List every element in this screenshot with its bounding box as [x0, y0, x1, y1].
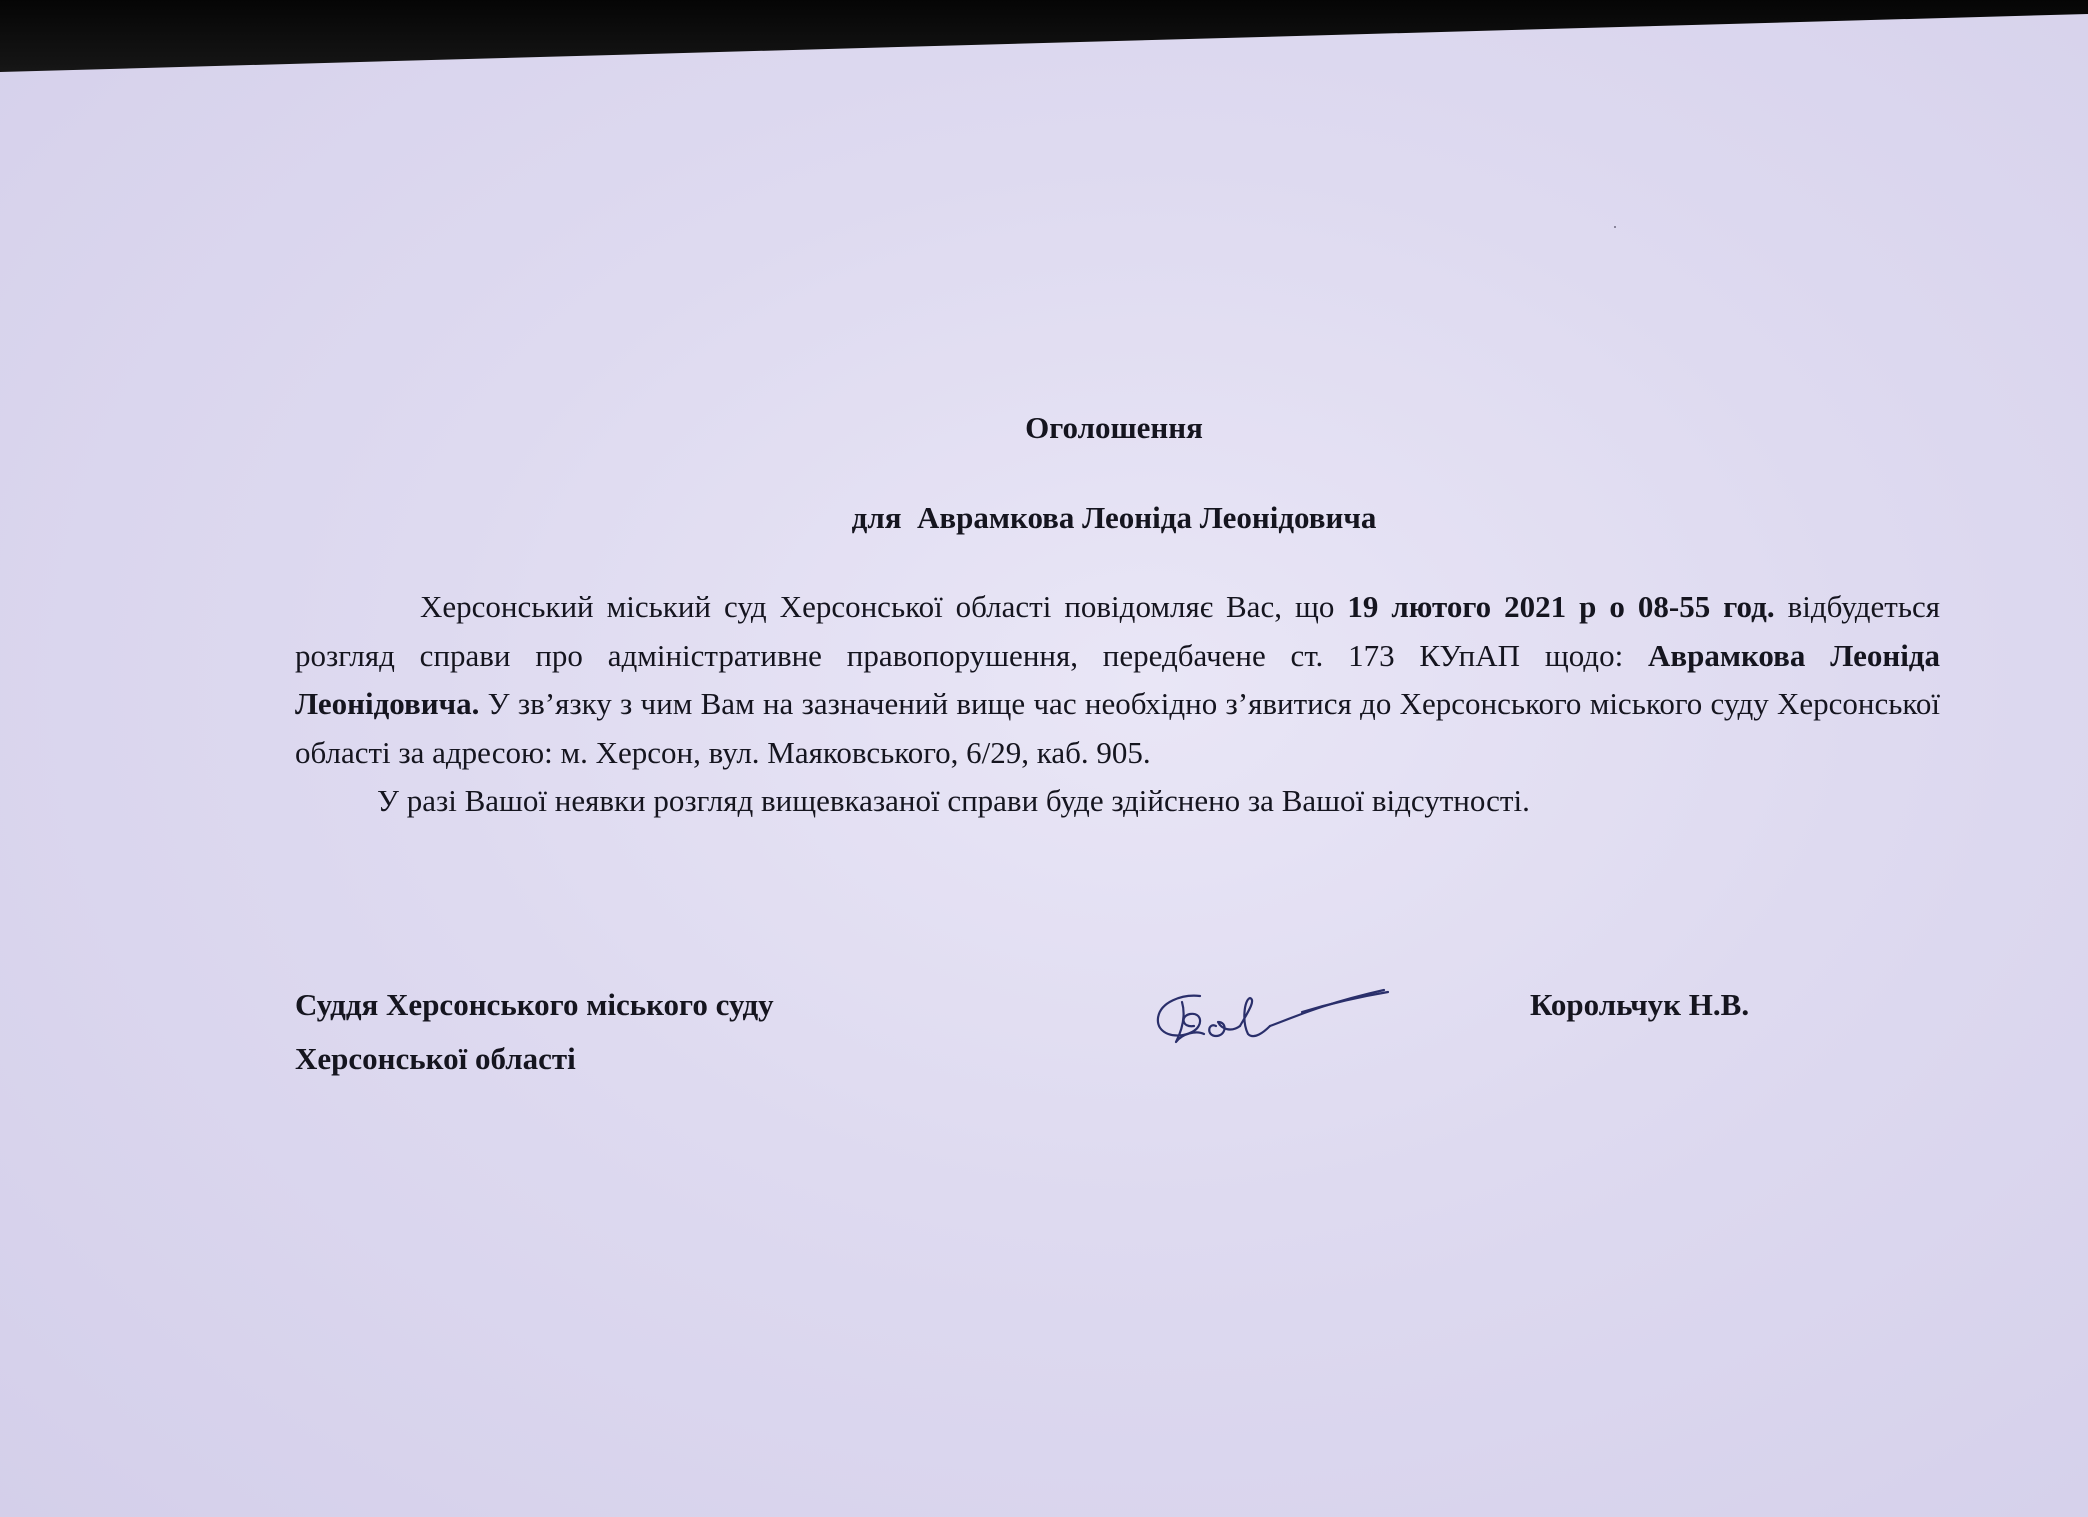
paragraph-hearing-notice	[295, 583, 1940, 777]
judge-position-line2: Херсонської області	[295, 1041, 576, 1076]
document-addressee: для Аврамкова Леоніда Леонідовича	[851, 500, 1377, 535]
paper-speck	[1614, 226, 1616, 228]
paragraph-absence-notice: У разі Вашої неявки розгляд вищевказаної справи буде здійснено за Вашої відсутності.	[377, 783, 1530, 818]
defendant-name: Аврамкова Леоніда Леонідовича.	[295, 637, 1940, 721]
hearing-date-time: 19 лютого 2021 р о 08-55 год.	[1347, 589, 1775, 624]
judge-position	[295, 978, 774, 1086]
document-title: Оголошення	[1025, 410, 1203, 445]
paragraph1-text-part2: відбудеться розгляд справи про адміністративне правопорушення, передбачене ст. 173 КУпАП щодо:	[295, 589, 1940, 673]
document-body	[295, 583, 1940, 826]
judge-name: Корольчук Н.В.	[1530, 987, 1750, 1022]
handwritten-signature	[1152, 982, 1392, 1052]
judge-position-line1: Суддя Херсонського міського суду	[295, 987, 774, 1022]
paragraph1-text-part1: Херсонський міський суд Херсонської області повідомляє Вас, що	[420, 589, 1348, 624]
paragraph1-text-part3: У зв’язку з чим Вам на зазначений вище час необхідно з’явитися до Херсонського міського суду Херсонської області за адресою: м. Херсон, вул. Маяковського, 6/29, каб. 905.	[295, 686, 1940, 770]
